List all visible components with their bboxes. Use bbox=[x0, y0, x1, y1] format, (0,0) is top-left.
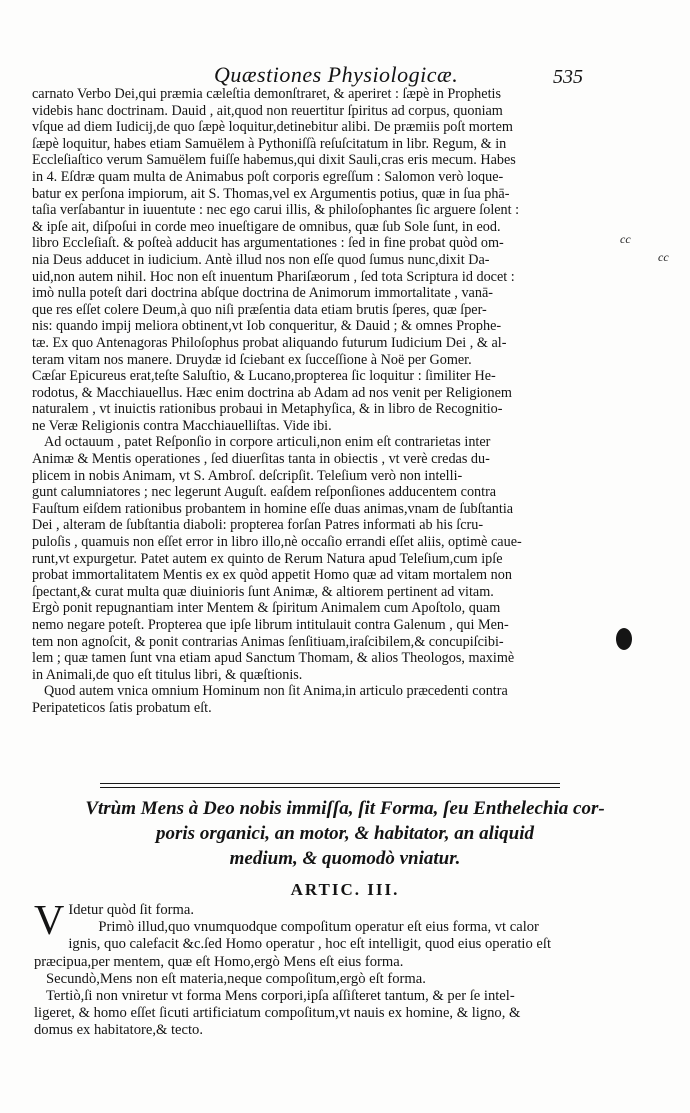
drop-cap: V bbox=[34, 898, 65, 944]
text-line: gunt calumniatores ; nec legerunt Auguſt. eaſdem reſponſiones adducentem contra bbox=[32, 484, 497, 501]
page-number: 535 bbox=[553, 66, 583, 88]
text-line: runt,vt expurgetur. Patet autem ex quinto de Rerum Natura apud Teleſium,cum ipſe bbox=[32, 550, 503, 567]
text-line: uid,non autem nihil. Hoc non eſt inuentum Phariſæorum , ſed tota Scriptura id docet : bbox=[32, 268, 515, 285]
text-line: & ipſe ait, diſpoſui in corde meo inueſtigare de omnibus, quæ ſub Sole ſunt, in eod. bbox=[32, 218, 501, 235]
margin-mark: cc bbox=[658, 250, 669, 264]
text-line: teram vitam nos manere. Druydæ id ſciebant ex ſucceſſione à Noë per Gomer. bbox=[32, 351, 472, 368]
section-divider-thin bbox=[100, 787, 560, 788]
text-line: Dei , alteram de ſubſtantia diaboli: propterea forſan Patres informati ab his ſcru- bbox=[32, 517, 484, 534]
text-line: ſpectant,& curat multa quæ diuinioris ſunt Animæ, & altiorem pertinent ad vitam. bbox=[32, 583, 494, 600]
text-line: lem ; quæ tamen ſunt vna etiam apud Sanctum Thomam, & alios Theologos, maximè bbox=[32, 650, 515, 667]
text-line: carnato Verbo Dei,qui præmia cæleſtia demonſtraret, & aperiret : ſæpè in Prophetis bbox=[32, 86, 501, 102]
text-line: imò nulla poteſt dari doctrina abſque doctrina de Animorum immortalitate , vanā- bbox=[32, 285, 493, 302]
paragraph-start-line: Primò illud,quo vnumquodque compoſitum operatur eſt eius forma, vt calor bbox=[98, 919, 539, 936]
text-line: taſia verſabantur in iuuentute : nec ego carui illis, & philoſophantes ſic arguere ſolent : bbox=[32, 202, 520, 219]
text-line: nia Deus adducet in iudicium. Antè illud nos non eſſe quod ſumus nunc,dixit Da- bbox=[32, 251, 490, 268]
text-line: nis: quando impij meliora obtinent,vt Iob conqueritur, & Dauid ; & omnes Prophe- bbox=[32, 318, 502, 335]
paragraph-start-line: Ad octauum , patet Reſponſio in corpore articuli,non enim eſt contrarietas inter bbox=[44, 434, 491, 451]
text-line: batur ex perſona impiorum, ait S. Thomas,vel ex Argumentis potius, quæ in ſua phā- bbox=[32, 185, 510, 202]
text-line: Animæ & Mentis operationes , ſed diuerſitas tanta in obiectis , vt verè credas du- bbox=[32, 451, 490, 468]
text-line: ne Veræ Religionis contra Macchiauelliſtas. Vide ibi. bbox=[32, 417, 332, 434]
text-line: Idetur quòd ſit forma. bbox=[68, 902, 194, 918]
text-line: libro Eccleſiaſt. & poſteà adducit has argumentationes : ſed in fine probat quòd om- bbox=[32, 235, 504, 252]
question-title bbox=[30, 796, 660, 871]
paragraph-start-line: Quod autem vnica omnium Hominum non ſit Anima,in articulo præcedenti contra bbox=[44, 683, 508, 700]
section-divider bbox=[100, 783, 560, 784]
text-line: naturalem , vt inuictis rationibus probaui in Metaphyſica, & in libro de Recognitio- bbox=[32, 401, 503, 418]
text-line: ſæpè loquitur, habes etiam Samuëlem à Pythoniſſà reſuſcitatum in libr. Regum, & in bbox=[32, 135, 507, 152]
text-line: nemo negare poteſt. Propterea que ipſe librum intitulauit contra Galenum , qui Men- bbox=[32, 617, 509, 633]
text-line: ignis, quo calefacit &c.ſed Homo operatur , hoc eſt intelligit, quod eius operatio eſt bbox=[68, 936, 552, 953]
article-heading: ARTIC. III. bbox=[290, 880, 400, 899]
text-line: videbis hanc doctrinam. Dauid , ait,quod non reuertitur ſpiritus ad corpus, quoniam bbox=[32, 102, 503, 119]
question-title-line: poris organici, an motor, & habitator, an aliquid bbox=[156, 823, 534, 844]
page-header bbox=[0, 62, 690, 88]
text-line: Fauſtum eiſdem rationibus probantem in homine eſſe duas animas,vnam de ſubſtantia bbox=[32, 500, 514, 517]
running-head: Quæstiones Physiologicæ. bbox=[214, 62, 459, 87]
text-line: que res eſſet colere Deum,à quo niſi præſentia data etiam brutis ſperes, quæ ſper- bbox=[32, 301, 487, 318]
paragraph-start-line: Secundò,Mens non eſt materia,neque compoſitum,ergò eſt forma. bbox=[46, 970, 426, 987]
question-title-line: medium, & quomodò vniatur. bbox=[229, 848, 461, 869]
body-text bbox=[32, 86, 660, 717]
text-line: præcipua,per mentem, quæ eſt Homo,ergò Mens eſt eius forma. bbox=[34, 953, 404, 970]
text-line: Peripateticos ſatis probatum eſt. bbox=[32, 699, 212, 716]
text-line: tem non agnoſcit, & ponit contrarias Animas ſenſitiuam,iraſcibilem,& concupiſcibi- bbox=[32, 633, 504, 650]
text-line: Ergò ponit repugnantiam inter Mentem & ſpiritum Animalem cum Apoſtolo, quam bbox=[32, 600, 501, 617]
text-line: plicem in nobis Animam, vt S. Ambroſ. deſcripſit. Teleſium verò non intelli- bbox=[32, 467, 463, 484]
margin-mark: cc bbox=[620, 232, 631, 246]
paragraph-start-line: Tertiò,ſi non vniretur vt forma Mens corpori,ipſa aſſiſteret tantum, & per ſe intel- bbox=[46, 988, 515, 1005]
question-title-line: Vtrùm Mens à Deo nobis immiſſa, ſit Forma, ſeu Enthelechia cor- bbox=[85, 798, 605, 819]
text-line: ligeret, & homo eſſet ſicuti artificiatum compoſitum,vt nauis ex homine, & ligno, & bbox=[34, 1005, 521, 1022]
text-line: probat immortalitatem Mentis ex ex quòd appetit Homo quæ ad vitam mortalem non bbox=[32, 567, 512, 584]
text-line: puloſis , quamuis non eſſet error in libro illo,nè occaſio errandi eſſet aliis, optimè caue- bbox=[32, 534, 522, 551]
text-line: tæ. Ex quo Antenagoras Philoſophus probat aliquando futurum Iudicium Dei , & al- bbox=[32, 334, 507, 351]
text-line: in 4. Eſdræ quam multa de Animabus poſt corporis egreſſum : Salomon verò loque- bbox=[32, 168, 504, 185]
text-line: rodotus, & Macchiauellus. Hæc enim doctrina ab Adam ad nos venit per Religionem bbox=[32, 384, 512, 401]
text-line: domus ex habitatore,& tecto. bbox=[34, 1022, 203, 1039]
text-line: Cæſar Epicureus erat,teſte Saluſtio, & Lucano,propterea ſic loquitur : ſimiliter He- bbox=[32, 368, 496, 385]
text-line: Eccleſiaſtico verum Samuëlem fuiſſe habemus,qui dixit Sauli,cras eris mecum. Habes bbox=[32, 152, 516, 169]
text-line: in Animali,de quo eſt titulus libri, & quæſtionis. bbox=[32, 666, 303, 683]
text-line: vſque ad diem Iudicij,de quo ſæpè loquitur,detinebitur alibi. De præmiis poſt mortem bbox=[32, 119, 513, 136]
article-text bbox=[34, 898, 662, 1040]
